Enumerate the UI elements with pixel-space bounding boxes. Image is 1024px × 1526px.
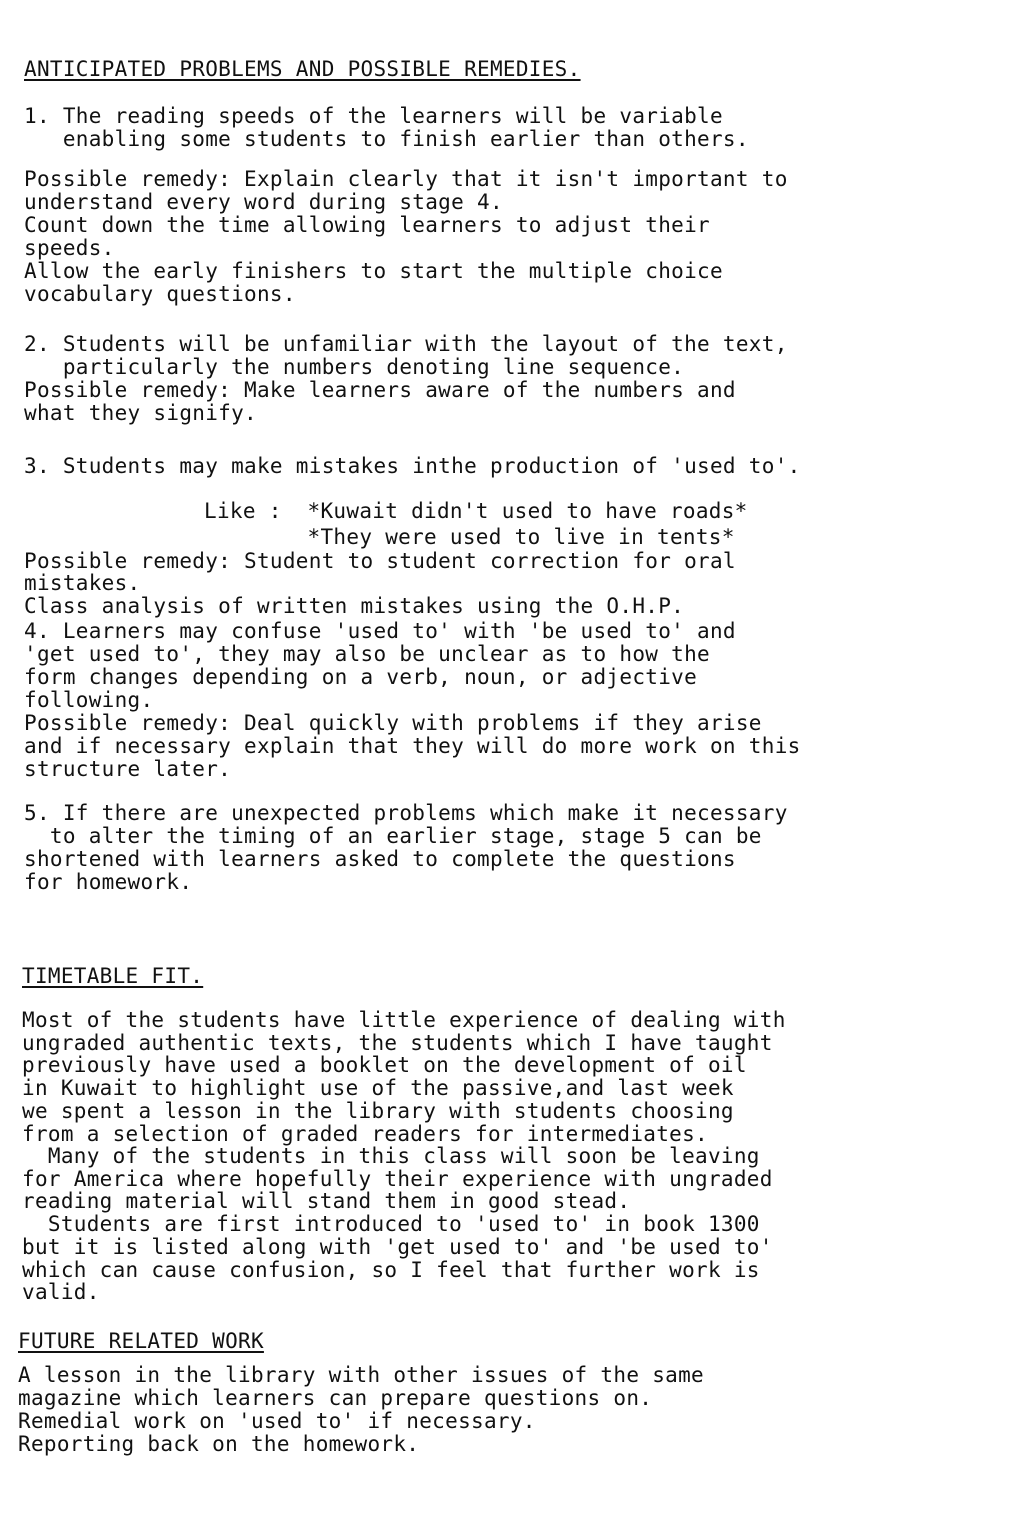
timetable-line-8: for America where hopefully their experience with ungraded xyxy=(22,1167,773,1191)
problem-5-line-1: 5. If there are unexpected problems which make it necessary xyxy=(24,801,788,825)
future-line-2: magazine which learners can prepare questions on. xyxy=(18,1386,653,1410)
problem-5-line-3: shortened with learners asked to complete the questions xyxy=(24,847,736,871)
problem-2-line-2: particularly the numbers denoting line sequence. xyxy=(24,355,685,379)
problem-4-line-3: form changes depending on a verb, noun, or adjective xyxy=(24,665,698,689)
timetable-line-2: ungraded authentic texts, the students which I have taught xyxy=(22,1031,773,1055)
remedy-3-line-3: Class analysis of written mistakes using the O.H.P. xyxy=(24,594,685,618)
remedy-1-line-3: Count down the time allowing learners to adjust their xyxy=(24,213,710,237)
timetable-line-10: Students are first introduced to 'used to' in book 1300 xyxy=(22,1212,760,1236)
remedy-3-line-1: Possible remedy: Student to student correction for oral xyxy=(24,549,736,573)
problem-2-line-1: 2. Students will be unfamiliar with the layout of the text, xyxy=(24,332,788,356)
problem-3: 3. Students may make mistakes inthe production of 'used to'. xyxy=(24,454,801,478)
remedy-1-line-4: speeds. xyxy=(24,236,115,260)
remedy-4-line-3: structure later. xyxy=(24,757,232,781)
timetable-line-5: we spent a lesson in the library with students choosing xyxy=(22,1099,734,1123)
timetable-line-12: which can cause confusion, so I feel that further work is xyxy=(22,1258,760,1282)
problem-4-line-2: 'get used to', they may also be unclear as to how the xyxy=(24,642,710,666)
heading-timetable-fit: TIMETABLE FIT. xyxy=(22,964,204,988)
future-line-3: Remedial work on 'used to' if necessary. xyxy=(18,1409,536,1433)
remedy-1-line-6: vocabulary questions. xyxy=(24,282,296,306)
remedy-4-line-1: Possible remedy: Deal quickly with problems if they arise xyxy=(24,711,762,735)
timetable-line-11: but it is listed along with 'get used to' and 'be used to' xyxy=(22,1235,773,1259)
remedy-1-line-5: Allow the early finishers to start the multiple choice xyxy=(24,259,723,283)
timetable-line-13: valid. xyxy=(22,1280,100,1304)
remedy-3-line-2: mistakes. xyxy=(24,571,141,595)
timetable-line-4: in Kuwait to highlight use of the passive,and last week xyxy=(22,1076,734,1100)
timetable-line-9: reading material will stand them in good stead. xyxy=(22,1189,631,1213)
problem-5-line-2: to alter the timing of an earlier stage, stage 5 can be xyxy=(24,824,762,848)
remedy-2-line-2: what they signify. xyxy=(24,401,257,425)
timetable-line-6: from a selection of graded readers for intermediates. xyxy=(22,1122,708,1146)
problem-4-line-4: following. xyxy=(24,688,154,712)
timetable-line-7: Many of the students in this class will soon be leaving xyxy=(22,1144,760,1168)
example-line-2: *They were used to live in tents* xyxy=(204,525,735,549)
timetable-line-3: previously have used a booklet on the development of oil xyxy=(22,1053,747,1077)
remedy-1-line-2: understand every word during stage 4. xyxy=(24,190,503,214)
problem-1-line-1: 1. The reading speeds of the learners will be variable xyxy=(24,104,723,128)
future-line-4: Reporting back on the homework. xyxy=(18,1432,420,1456)
remedy-4-line-2: and if necessary explain that they will do more work on this xyxy=(24,734,801,758)
remedy-2-line-1: Possible remedy: Make learners aware of the numbers and xyxy=(24,378,736,402)
problem-4-line-1: 4. Learners may confuse 'used to' with 'be used to' and xyxy=(24,619,736,643)
timetable-line-1: Most of the students have little experience of dealing with xyxy=(22,1008,786,1032)
problem-5-line-4: for homework. xyxy=(24,870,193,894)
future-line-1: A lesson in the library with other issues of the same xyxy=(18,1363,704,1387)
problem-1-line-2: enabling some students to finish earlier than others. xyxy=(24,127,749,151)
remedy-1-line-1: Possible remedy: Explain clearly that it isn't important to xyxy=(24,167,788,191)
heading-anticipated-problems: ANTICIPATED PROBLEMS AND POSSIBLE REMEDIES. xyxy=(24,57,581,81)
example-line-1: Like : *Kuwait didn't used to have roads* xyxy=(204,499,748,523)
heading-future-related-work: FUTURE RELATED WORK xyxy=(18,1329,264,1353)
